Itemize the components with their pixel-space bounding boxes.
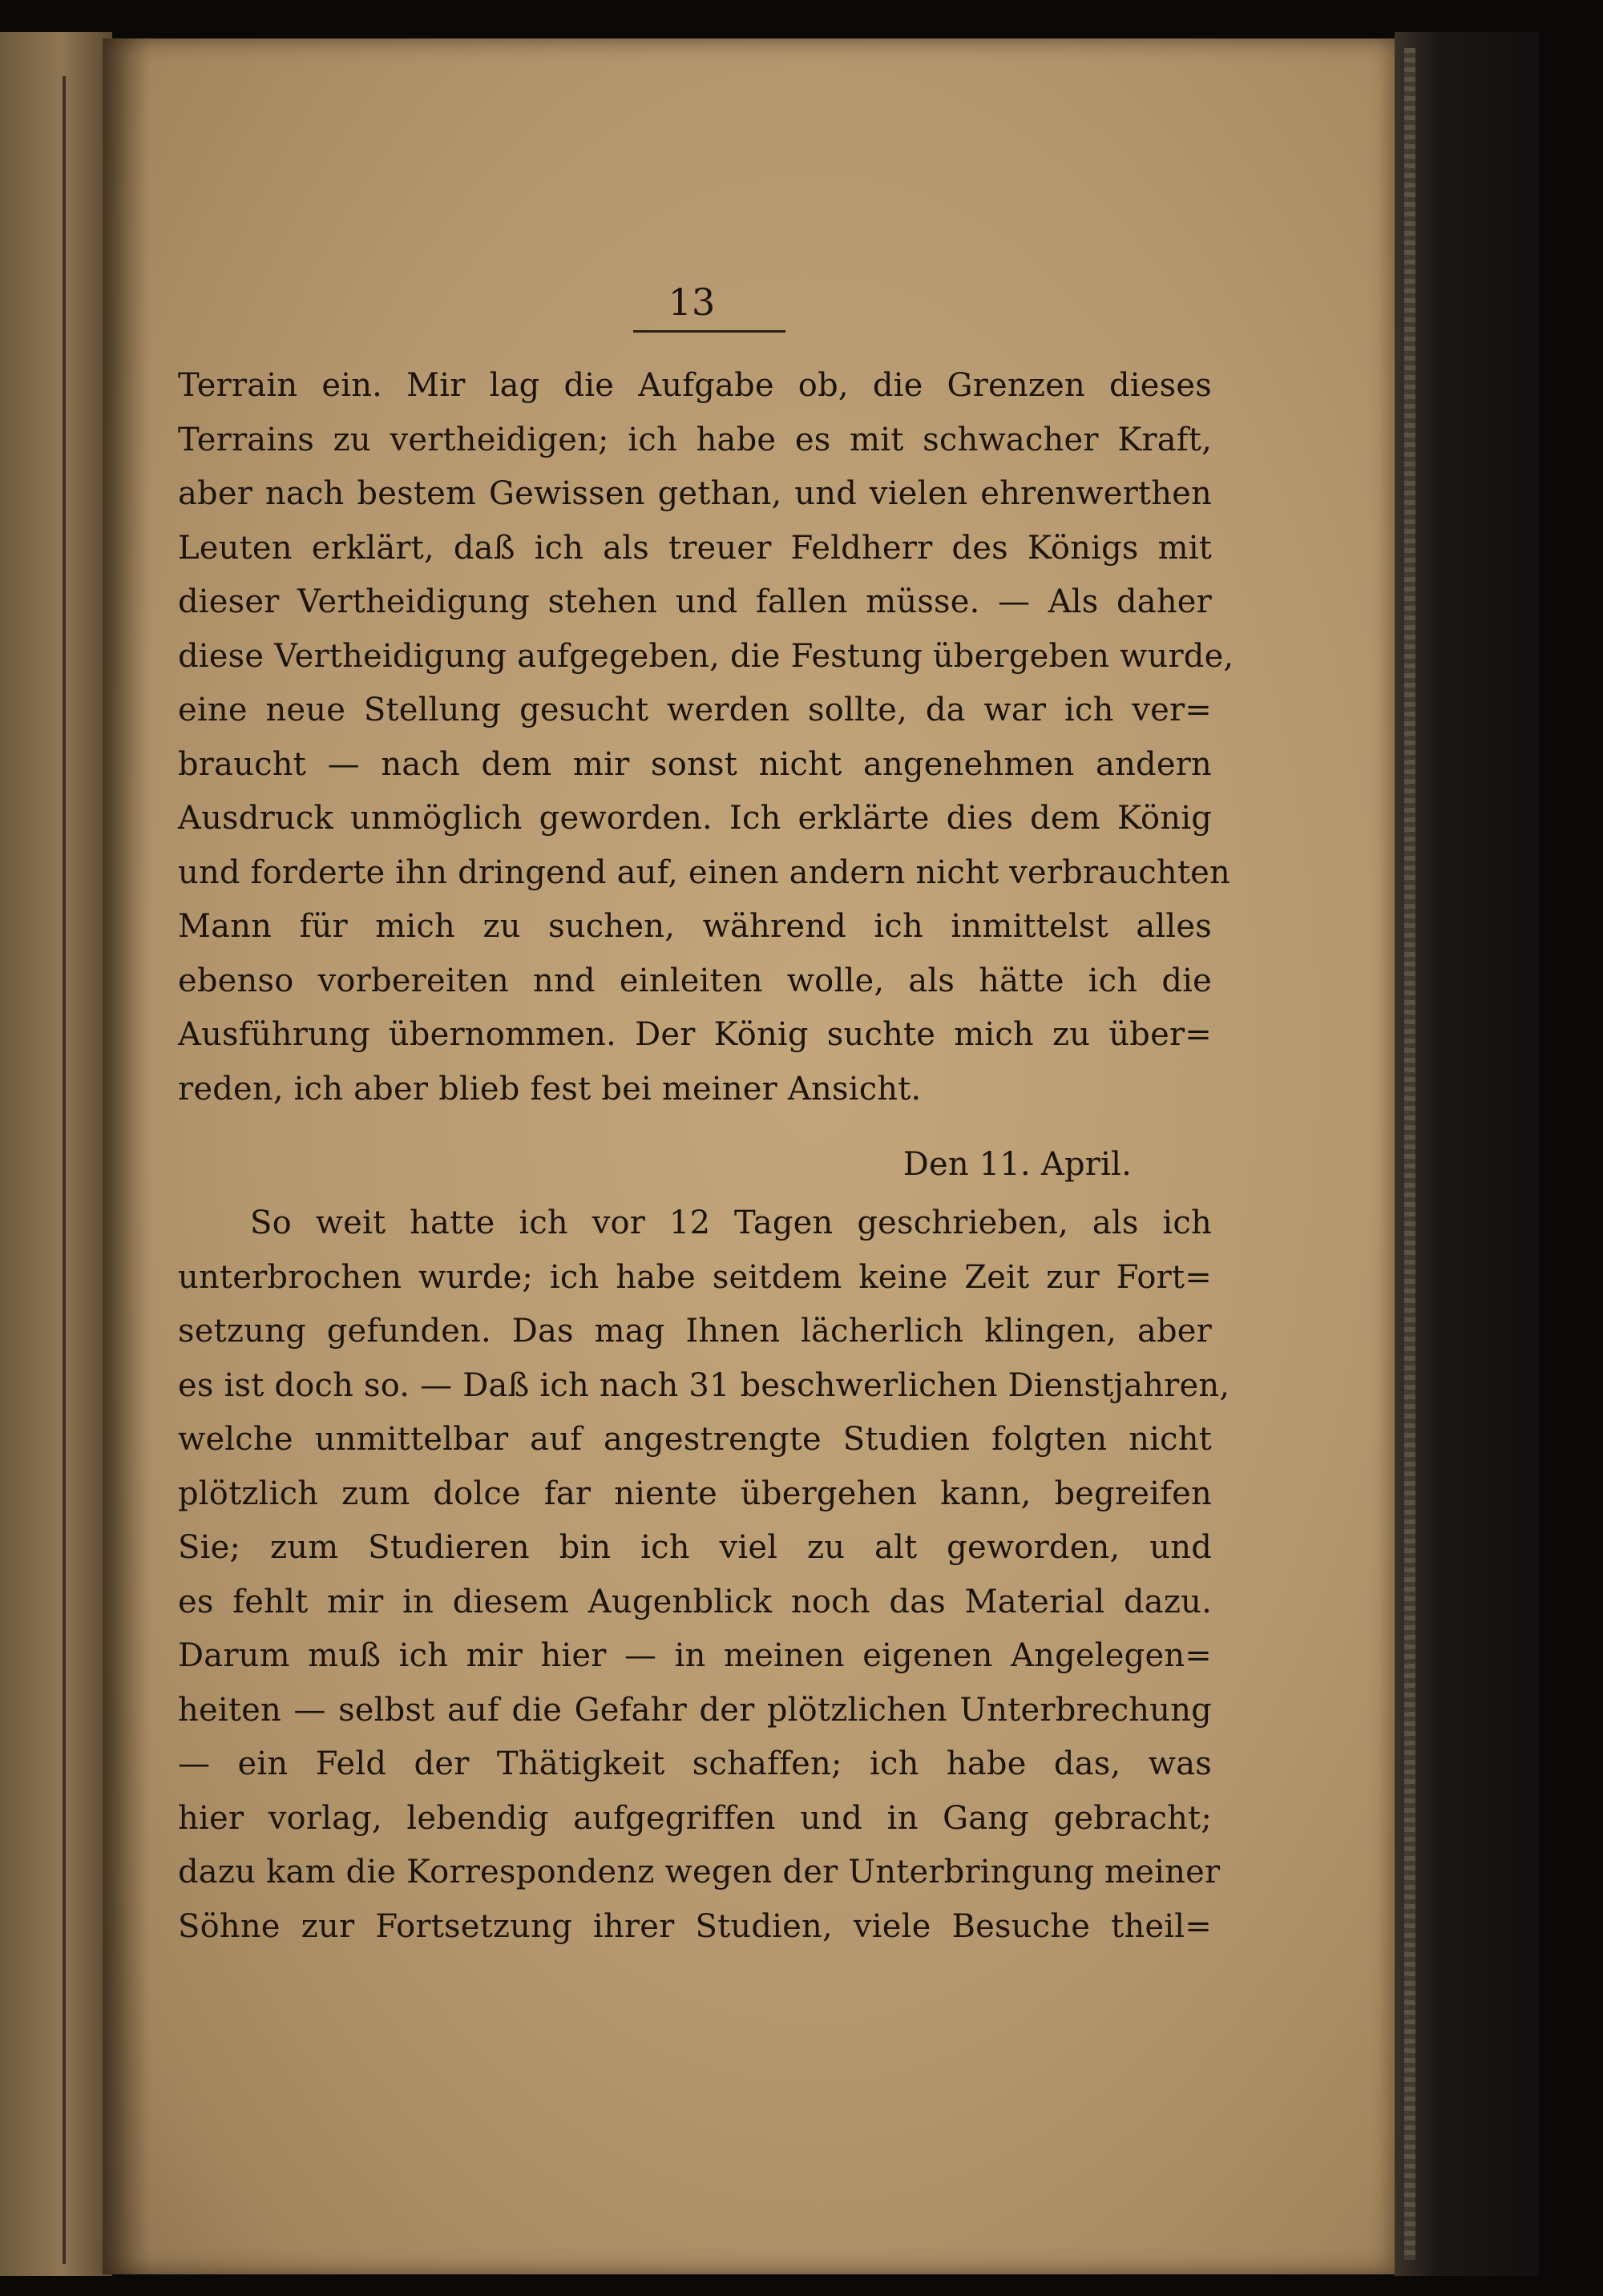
text-line: Ausführung übernommen. Der König suchte mich zu über= [178, 1016, 1212, 1053]
text-line: heiten — selbst auf die Gefahr der plötzlichen Unterbrechung [178, 1691, 1212, 1729]
text-line: So weit hatte ich vor 12 Tagen geschrieben, als ich [250, 1204, 1212, 1241]
text-line: braucht — nach dem mir sonst nicht angenehmen andern [178, 745, 1212, 783]
text-line: Darum muß ich mir hier — in meinen eigenen Angelegen= [178, 1637, 1212, 1674]
text-line: aber nach bestem Gewissen gethan, und vielen ehrenwerthen [178, 475, 1212, 512]
page-gutter-shadow [103, 38, 151, 2274]
text-line: Ausdruck unmöglich geworden. Ich erklärte dies dem König [178, 800, 1212, 837]
text-line: diese Vertheidigung aufgegeben, die Festung übergeben wurde, [178, 637, 1234, 675]
text-line: es ist doch so. — Daß ich nach 31 beschwerlichen Dienstjahren, [178, 1366, 1230, 1404]
text-line: — ein Feld der Thätigkeit schaffen; ich habe das, was [178, 1745, 1212, 1782]
text-line: Leuten erklärt, daß ich als treuer Feldherr des Königs mit [178, 529, 1212, 567]
facing-page-edge [0, 32, 112, 2276]
text-line: eine neue Stellung gesucht werden sollte, da war ich ver= [178, 692, 1212, 728]
text-line: und forderte ihn dringend auf, einen andern nicht verbrauchten [178, 853, 1230, 891]
text-line: Terrain ein. Mir lag die Aufgabe ob, die Grenzen dieses [178, 367, 1212, 404]
date-heading: Den 11. April. [902, 1146, 1132, 1183]
page-fold-shadow [63, 76, 66, 2264]
text-line: Söhne zur Fortsetzung ihrer Studien, viele Besuche theil= [178, 1907, 1212, 1945]
page-number: 13 [668, 280, 716, 324]
text-line: welche unmittelbar auf angestrengte Studien folgten nicht [178, 1421, 1212, 1458]
text-line: setzung gefunden. Das mag Ihnen lächerlich klingen, aber [178, 1313, 1212, 1350]
text-line: ebenso vorbereiten nnd einleiten wolle, als hätte ich die [178, 962, 1212, 999]
text-line: plötzlich zum dolce far niente übergehen kann, begreifen [178, 1475, 1212, 1512]
text-line: es fehlt mir in diesem Augenblick noch das Material dazu. [178, 1583, 1212, 1620]
text-line: Terrains zu vertheidigen; ich habe es mit schwacher Kraft, [178, 421, 1212, 458]
paragraph-2 [178, 1196, 1230, 1954]
paragraph-1 [178, 359, 1234, 1116]
text-line: hier vorlag, lebendig aufgegriffen und in Gang gebracht; [178, 1799, 1212, 1837]
body-text [178, 359, 1234, 1954]
text-line: dazu kam die Korrespondenz wegen der Unterbringung meiner [178, 1854, 1221, 1890]
text-line: reden, ich aber blieb fest bei meiner Ansicht. [178, 1070, 922, 1108]
page-stack-edge [1404, 48, 1415, 2260]
text-line: unterbrochen wurde; ich habe seitdem keine Zeit zur Fort= [178, 1258, 1212, 1296]
text-line: Mann für mich zu suchen, während ich inmittelst alles [178, 908, 1212, 945]
text-line: Sie; zum Studieren bin ich viel zu alt geworden, und [178, 1529, 1212, 1566]
header-rule [633, 330, 785, 333]
book-cover [1395, 32, 1539, 2276]
text-line: dieser Vertheidigung stehen und fallen müsse. — Als daher [178, 583, 1212, 620]
